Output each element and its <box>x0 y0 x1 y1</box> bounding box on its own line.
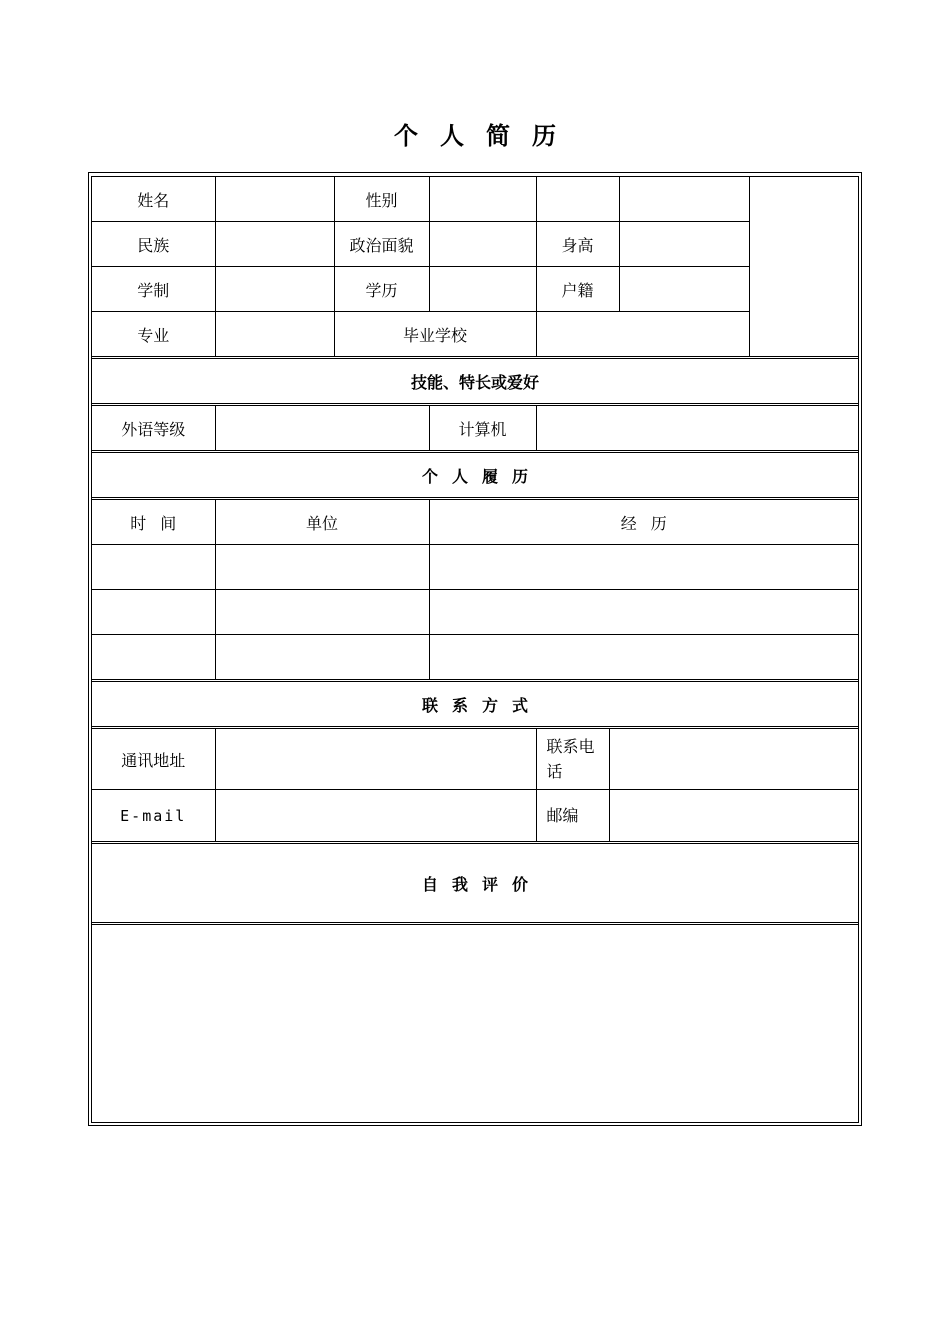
history-heading-row <box>92 452 858 499</box>
schooling-label: 学制 <box>92 267 215 312</box>
history-unit-field[interactable] <box>215 635 429 681</box>
unit-column-header: 单位 <box>215 499 429 545</box>
history-unit-field[interactable] <box>215 590 429 635</box>
contact-heading-row <box>92 681 858 728</box>
school-label: 毕业学校 <box>334 312 536 358</box>
skills-heading: 技能、特长或爱好 <box>92 358 858 405</box>
history-header-row <box>92 499 858 545</box>
political-status-field[interactable] <box>429 222 536 267</box>
resume-table <box>92 177 858 1130</box>
height-label: 身高 <box>536 222 619 267</box>
contact-heading: 联系方式 <box>92 681 858 728</box>
blank-cell[interactable] <box>619 177 749 222</box>
self-evaluation-row <box>92 924 858 1131</box>
computer-field[interactable] <box>536 405 858 452</box>
history-experience-field[interactable] <box>429 635 858 681</box>
history-unit-field[interactable] <box>215 545 429 590</box>
resume-table-wrapper <box>91 176 859 1123</box>
history-experience-field[interactable] <box>429 590 858 635</box>
email-field[interactable] <box>215 790 536 843</box>
hukou-label: 户籍 <box>536 267 619 312</box>
name-label: 姓名 <box>92 177 215 222</box>
self-evaluation-heading: 自我评价 <box>92 843 858 924</box>
education-label: 学历 <box>334 267 429 312</box>
computer-label: 计算机 <box>429 405 536 452</box>
history-time-field[interactable] <box>92 590 215 635</box>
height-field[interactable] <box>619 222 749 267</box>
history-experience-field[interactable] <box>429 545 858 590</box>
email-label: E-mail <box>92 790 215 843</box>
education-field[interactable] <box>429 267 536 312</box>
history-row <box>92 545 858 590</box>
history-row <box>92 590 858 635</box>
skills-heading-row <box>92 358 858 405</box>
postcode-field[interactable] <box>609 790 858 843</box>
self-evaluation-field[interactable] <box>92 924 858 1131</box>
experience-column-header: 经历 <box>429 499 858 545</box>
skills-row <box>92 405 858 452</box>
contact-row-2 <box>92 790 858 843</box>
address-field[interactable] <box>215 728 536 790</box>
self-evaluation-heading-row <box>92 843 858 924</box>
gender-label: 性别 <box>334 177 429 222</box>
basic-row-1 <box>92 177 858 222</box>
major-label: 专业 <box>92 312 215 358</box>
history-heading: 个人履历 <box>92 452 858 499</box>
address-label: 通讯地址 <box>92 728 215 790</box>
page-title: 个人简历 <box>394 121 578 150</box>
history-row <box>92 635 858 681</box>
resume-frame <box>88 172 862 1126</box>
schooling-field[interactable] <box>215 267 334 312</box>
basic-row-4 <box>92 312 858 358</box>
name-field[interactable] <box>215 177 334 222</box>
time-column-header: 时间 <box>92 499 215 545</box>
school-field[interactable] <box>536 312 749 358</box>
political-status-label: 政治面貌 <box>334 222 429 267</box>
postcode-label: 邮编 <box>536 790 609 843</box>
ethnicity-field[interactable] <box>215 222 334 267</box>
language-level-field[interactable] <box>215 405 429 452</box>
history-time-field[interactable] <box>92 635 215 681</box>
phone-label: 联系电话 <box>536 728 609 790</box>
hukou-field[interactable] <box>619 267 749 312</box>
language-level-label: 外语等级 <box>92 405 215 452</box>
history-time-field[interactable] <box>92 545 215 590</box>
basic-row-2 <box>92 222 858 267</box>
contact-row-1 <box>92 728 858 790</box>
phone-field[interactable] <box>609 728 858 790</box>
major-field[interactable] <box>215 312 334 358</box>
basic-row-3 <box>92 267 858 312</box>
gender-field[interactable] <box>429 177 536 222</box>
blank-cell[interactable] <box>536 177 619 222</box>
ethnicity-label: 民族 <box>92 222 215 267</box>
photo-cell[interactable] <box>749 177 858 358</box>
